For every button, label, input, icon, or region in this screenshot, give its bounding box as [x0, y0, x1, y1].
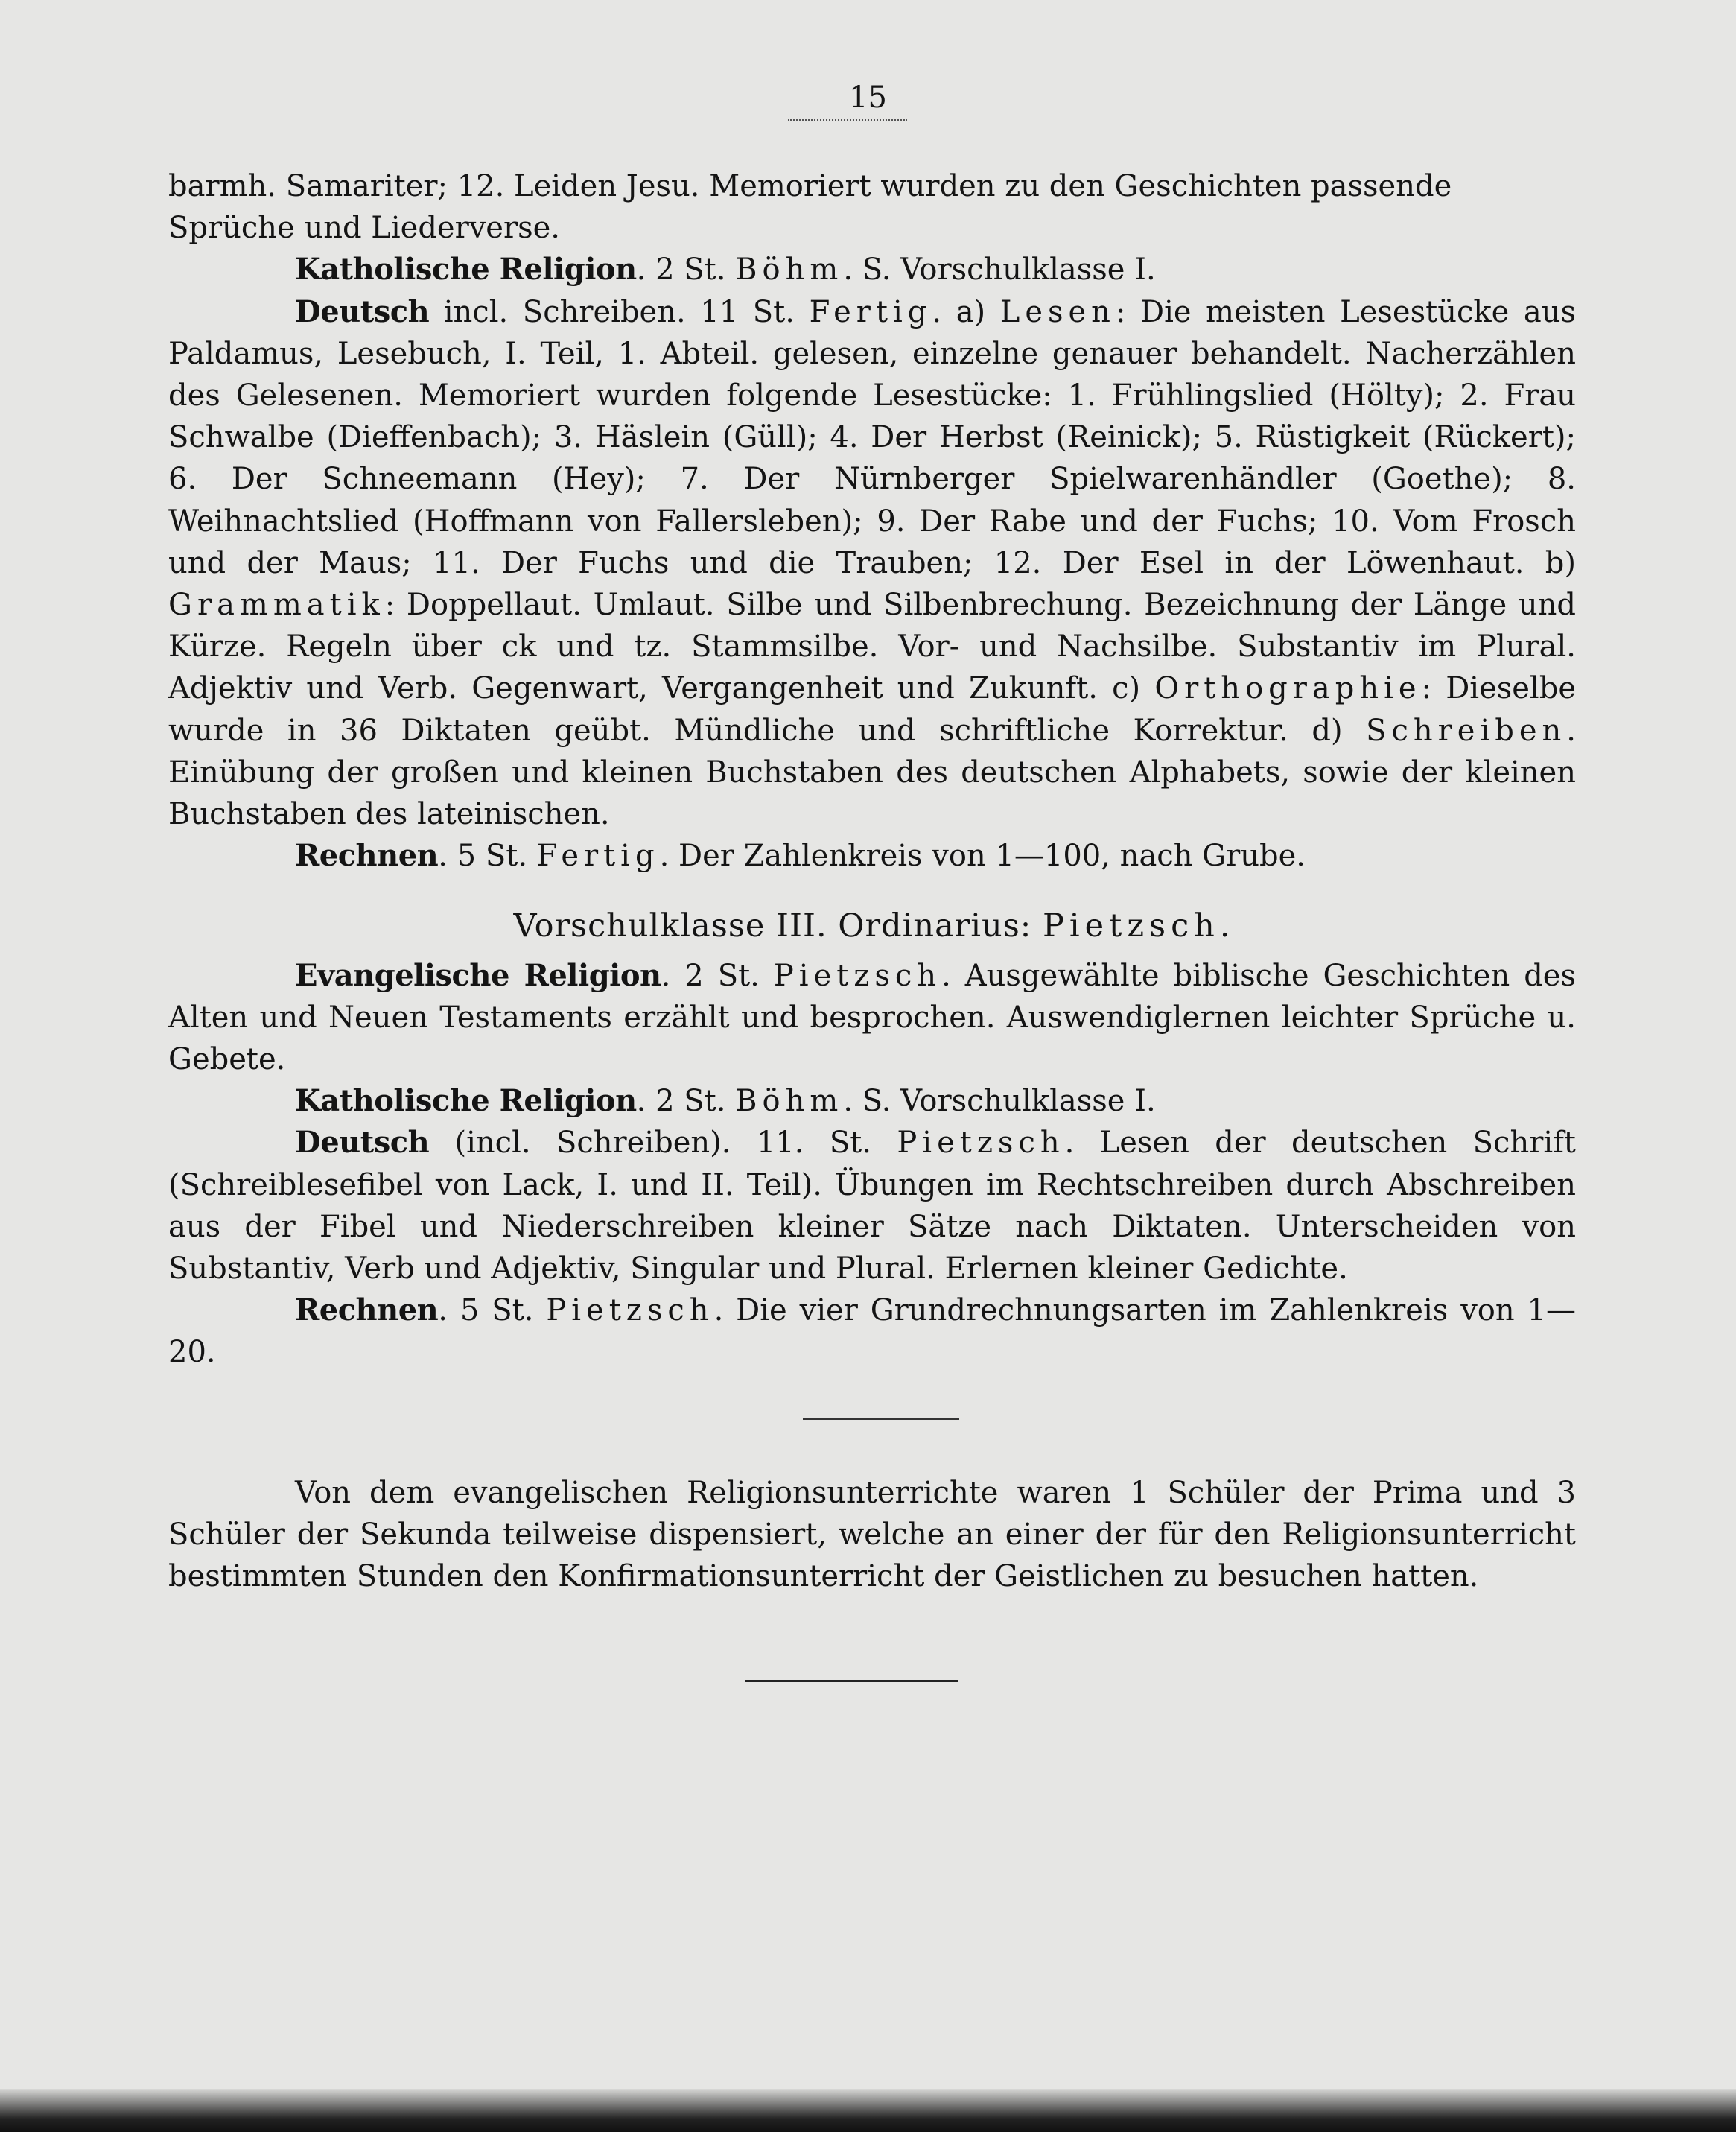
text-run: : Doppellaut. Umlaut. Silbe und Silbenbrechung. Bezeichnung der Länge und Kürze. Regeln über ck und tz. Stammsilbe. Vor- und Nachsilbe. Substantiv im Plural. Adjektiv und Verb. Gegenwart, Vergangenheit und Zukunft. c) — [168, 588, 1576, 706]
heading-teacher: Pietzsch — [1042, 907, 1220, 945]
topic-label: Orthographie — [1154, 671, 1422, 706]
kath-religion-paragraph — [168, 249, 1576, 291]
body-text — [168, 165, 1576, 1597]
teacher-name: Pietzsch — [773, 958, 942, 993]
separator-rule — [803, 1418, 959, 1420]
teacher-name: Fertig — [536, 839, 660, 874]
page-number-ornament — [788, 119, 907, 124]
continuation-paragraph: barmh. Samariter; 12. Leiden Jesu. Memoriert wurden zu den Geschichten passende Sprüche und Liederverse. — [168, 169, 1452, 246]
text-run: . Die vier Grundrechnungsarten im Zahlenkreis von 1—20. — [168, 1293, 1577, 1370]
teacher-name: Pietzsch — [897, 1126, 1065, 1161]
deutsch-paragraph-2 — [168, 1122, 1576, 1289]
text-run: . S. Vorschulklasse I. — [843, 1084, 1156, 1119]
rechnen-paragraph-2 — [168, 1289, 1576, 1373]
text-run: . 2 St. — [661, 958, 774, 993]
subject-label: Deutsch — [295, 294, 430, 329]
text-run: . Ausgewählte biblische Geschichten des Alten und Neuen Testaments erzählt und besprochen. Auswendiglernen leichter Sprüche u. Gebete. — [168, 958, 1576, 1077]
text-run: . 5 St. — [438, 839, 537, 874]
deutsch-paragraph — [168, 291, 1576, 836]
text-run: . 5 St. — [438, 1293, 547, 1328]
subject-label: Rechnen — [295, 1292, 439, 1328]
text-run: incl. Schreiben. 11 St. — [429, 294, 810, 329]
subject-label: Katholische Religion — [295, 252, 637, 288]
rechnen-paragraph — [168, 835, 1576, 877]
ev-religion-paragraph — [168, 955, 1576, 1081]
text-run: : Die meisten Lesestücke aus Paldamus, Lesebuch, I. Teil, 1. Abteil. gelesen, einzelne genauer behandelt. Nacherzählen des Gelesenen. Memoriert wurden folgende Lesestücke: 1. Frühlingslied (Hölty); 2. Frau Schwalbe (Dieffenbach); 3. Häslein (Güll); 4. Der Herbst (Reinick); 5. Rüstigkeit (Rückert); 6. Der Schneemann (Hey); 7. Der Nürnberger Spielwarenhändler (Goethe); 8. Weihnachtslied (Hoffmann von Fallersleben); 9. Der Rabe und der Fuchs; 10. Vom Frosch und der Maus; 11. Der Fuchs und die Trauben; 12. Der Esel in der Löwenhaut. b) — [168, 294, 1576, 580]
end-rule — [745, 1680, 958, 1682]
text-run: . a) — [932, 294, 1000, 329]
text-run: . Der Zahlenkreis von 1—100, nach Grube. — [659, 839, 1306, 874]
text-run: . 2 St. — [636, 1084, 736, 1119]
text-run: : Dieselbe wurde in 36 Diktaten geübt. Mündliche und schriftliche Korrektur. d) — [168, 671, 1577, 748]
teacher-name: Pietzsch — [546, 1293, 714, 1328]
section-heading — [168, 905, 1576, 947]
subject-label: Rechnen — [295, 838, 439, 874]
page-number: 15 — [849, 80, 887, 115]
text-run: . S. Vorschulklasse I. — [843, 253, 1156, 288]
subject-label: Evangelische Religion — [295, 957, 661, 993]
text-run: . Einübung der großen und kleinen Buchstaben des deutschen Alphabets, sowie der kleinen Buchstaben des lateinischen. — [168, 713, 1576, 832]
scan-edge — [0, 2089, 1736, 2132]
subject-label: Deutsch — [295, 1125, 430, 1161]
topic-label: Lesen — [999, 294, 1116, 329]
dispensation-note: Von dem evangelischen Religionsunterrichte waren 1 Schüler der Prima und 3 Schüler der Sekunda teilweise dispensiert, welche an einer der für den Religionsunterricht bestimmten Stunden den Konfirmationsunterricht der Geistlichen zu besuchen hatten. — [168, 1475, 1576, 1594]
teacher-name: Böhm — [735, 253, 844, 288]
heading-text: . — [1219, 907, 1231, 945]
heading-text: Vorschulklasse III. Ordinarius: — [513, 907, 1043, 945]
kath-religion-paragraph-2 — [168, 1080, 1576, 1122]
text-run: . Lesen der deutschen Schrift (Schreiblesefibel von Lack, I. und II. Teil). Übungen im Rechtschreiben durch Abschreiben aus der Fibel und Niederschreiben kleiner Sätze nach Diktaten. Unterscheiden von Substantiv, Verb und Adjektiv, Singular und Plural. Erlernen kleiner Gedichte. — [168, 1126, 1576, 1287]
teacher-name: Böhm — [735, 1084, 844, 1119]
text-run: (incl. Schreiben). 11. St. — [429, 1126, 897, 1161]
text-run: . 2 St. — [636, 253, 736, 288]
teacher-name: Fertig — [809, 294, 932, 329]
topic-label: Grammatik — [168, 588, 385, 623]
topic-label: Schreiben — [1366, 713, 1567, 748]
separator-space — [168, 1374, 1576, 1472]
subject-label: Katholische Religion — [295, 1083, 637, 1119]
